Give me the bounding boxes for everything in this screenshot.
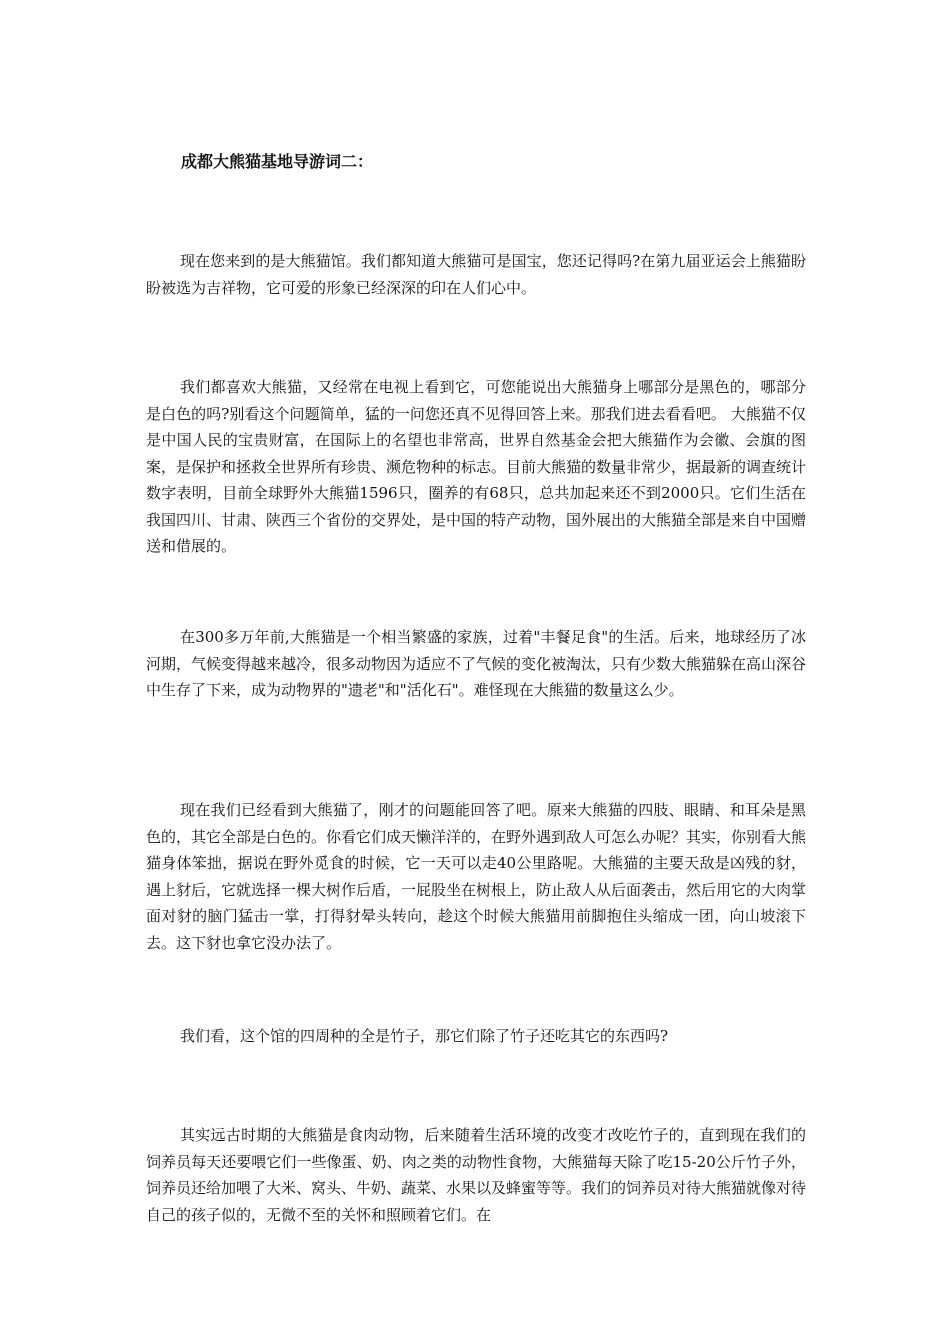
document-title: 成都大熊猫基地导游词二：	[181, 152, 374, 171]
paragraph-intro-panda-hall: 现在您来到的是大熊猫馆。我们都知道大熊猫可是国宝，您还记得吗?在第九届亚运会上熊猫盼盼被选为吉祥物，它可爱的形象已经深深的印在人们心中。	[146, 252, 806, 297]
paragraph-panda-colors-status: 我们都喜欢大熊猫，又经常在电视上看到它，可您能说出大熊猫身上哪部分是黑色的，哪部分是白色的吗?别看这个问题简单，猛的一问您还真不见得回答上来。那我们进去看看吧。 大熊猫不仅是中国人民的宝贵财富，在国际上的名望也非常高，世界自然基金会把大熊猫作为会徽、会旗的图案，是保护和拯救全世界所有珍贵、濒危物种的标志。目前大熊猫的数量非常少，据最新的调查统计数字表明，目前全球野外大熊猫1596只，圈养的有68只，总共加起来还不到2000只。它们生活在我国四川、甘肃、陕西三个省份的交界处，是中国的特产动物，国外展出的大熊猫全部是来自中国赠送和借展的。	[146, 378, 807, 555]
paragraph-bamboo-question: 我们看，这个馆的四周种的全是竹子，那它们除了竹子还吃其它的东西吗?	[180, 1027, 669, 1045]
paragraph-panda-diet: 其实远古时期的大熊猫是食肉动物，后来随着生活环境的改变才改吃竹子的，直到现在我们的饲养员每天还要喂它们一些像蛋、奶、肉之类的动物性食物，大熊猫每天除了吃15-20公斤竹子外，饲养员还给加喂了大米、窝头、牛奶、蔬菜、水果以及蜂蜜等等。我们的饲养员对待大熊猫就像对待自己的孩子似的，无微不至的关怀和照顾着它们。在	[146, 1126, 807, 1224]
paragraph-panda-defense: 现在我们已经看到大熊猫了，刚才的问题能回答了吧。原来大熊猫的四肢、眼睛、和耳朵是黑色的，其它全部是白色的。你看它们成天懒洋洋的，在野外遇到敌人可怎么办呢？其实，你别看大熊猫身体笨拙，据说在野外觅食的时候，它一天可以走40公里路呢。大熊猫的主要天敌是凶残的豺，遇上豺后，它就选择一棵大树作后盾，一屁股坐在树根上，防止敌人从后面袭击，然后用它的大肉掌面对豺的脑门猛击一掌，打得豺晕头转向，趁这个时候大熊猫用前脚抱住头缩成一团，向山坡滚下去。这下豺也拿它没办法了。	[146, 801, 807, 952]
paragraph-panda-history: 在300多万年前,大熊猫是一个相当繁盛的家族，过着"丰餐足食"的生活。后来，地球经历了冰河期，气候变得越来越冷，很多动物因为适应不了气候的变化被淘汰，只有少数大熊猫躲在高山深谷中生存了下来，成为动物界的"遗老"和"活化石"。难怪现在大熊猫的数量这么少。	[146, 628, 807, 699]
